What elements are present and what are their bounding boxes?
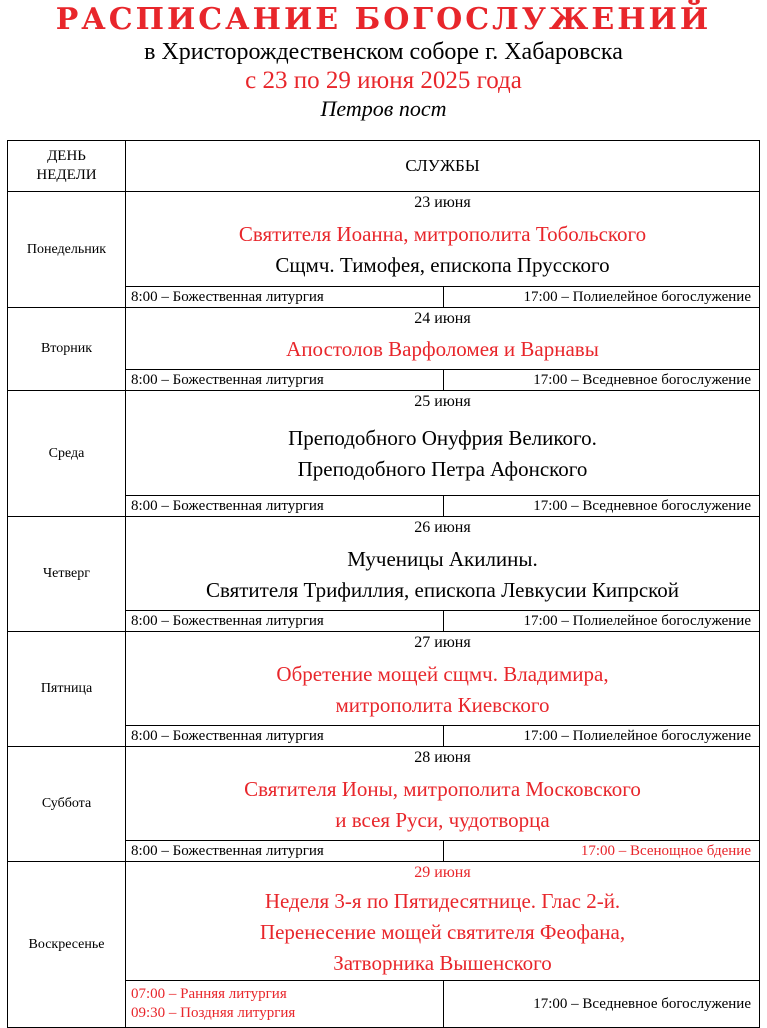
morning-services (126, 370, 444, 390)
feast-list (126, 330, 759, 369)
table-header-row (8, 141, 760, 192)
day-of-week: Вторник (8, 308, 126, 391)
column-header-services: СЛУЖБЫ (126, 141, 760, 192)
services-cell-inner (126, 747, 759, 861)
services-cell (126, 517, 760, 632)
evening-service: 17:00 – Всенощное бдение (580, 843, 751, 859)
feast-title: Затворника Вышенского (333, 950, 552, 975)
morning-service: 8:00 – Божественная литургия (131, 843, 324, 859)
services-cell (126, 391, 760, 517)
table-row (8, 192, 760, 308)
day-of-week: Понедельник (8, 192, 126, 308)
service-date: 29 июня (414, 864, 471, 881)
day-of-week: Четверг (8, 517, 126, 632)
feast-title: Святителя Трифиллия, епископа Левкусии Кипрской (205, 577, 680, 602)
fast-period: Петров пост (320, 96, 447, 121)
services-cell-inner (126, 632, 759, 746)
feast-title: Сщмч. Тимофея, епископа Прусского (275, 253, 610, 277)
morning-services (126, 496, 444, 516)
service-times-row (126, 840, 759, 861)
service-times-row (126, 495, 759, 516)
evening-service: 17:00 – Вседневное богослужение (533, 996, 751, 1012)
feast-title: Неделя 3-я по Пятидесятнице. Глас 2-й. (264, 888, 621, 913)
feast-title: и всея Руси, чудотворца (335, 807, 550, 832)
service-times-row (126, 725, 759, 746)
evening-service: 17:00 – Вседневное богослужение (533, 498, 751, 514)
services-cell-inner (126, 391, 759, 516)
services-cell-inner (126, 517, 759, 631)
feast-title: Святителя Иоанна, митрополита Тобольского (238, 222, 647, 246)
column-header-day (8, 141, 126, 192)
page-title: РАСПИСАНИЕ БОГОСЛУЖЕНИЙ (55, 2, 712, 37)
services-cell (126, 747, 760, 862)
services-cell-inner (126, 308, 759, 390)
day-of-week: Суббота (8, 747, 126, 862)
column-header-day-line: НЕДЕЛИ (36, 167, 97, 183)
table-row (8, 747, 760, 862)
morning-service: 8:00 – Божественная литургия (131, 613, 324, 629)
services-cell-inner (126, 192, 759, 307)
morning-service: 8:00 – Божественная литургия (131, 372, 324, 388)
day-of-week: Пятница (8, 632, 126, 747)
feast-list (126, 884, 759, 980)
morning-service: 8:00 – Божественная литургия (131, 289, 324, 305)
feast-title: Мученицы Акилины. (347, 546, 538, 571)
service-times-row (126, 980, 759, 1027)
cathedral-subtitle: в Христорождественском соборе г. Хабаровска (144, 39, 623, 65)
feast-title: митрополита Киевского (335, 692, 550, 717)
feast-title: Преподобного Петра Афонского (297, 457, 588, 481)
table-row (8, 632, 760, 747)
day-of-week: Среда (8, 391, 126, 517)
services-cell (126, 192, 760, 308)
morning-services (126, 611, 444, 631)
service-date: 27 июня (414, 634, 471, 651)
feast-title: Перенесение мощей святителя Феофана, (259, 919, 626, 944)
evening-service: 17:00 – Полиелейное богослужение (523, 289, 751, 305)
day-of-week: Воскресенье (8, 862, 126, 1028)
services-cell (126, 632, 760, 747)
morning-services (126, 841, 444, 861)
morning-services (126, 287, 444, 307)
evening-service: 17:00 – Вседневное богослужение (533, 372, 751, 388)
service-times-row (126, 610, 759, 631)
service-date: 26 июня (414, 519, 471, 536)
morning-service: 8:00 – Божественная литургия (131, 498, 324, 514)
schedule-header (0, 2, 767, 122)
morning-services (126, 981, 444, 1027)
evening-service: 17:00 – Полиелейное богослужение (523, 613, 751, 629)
morning-service: 8:00 – Божественная литургия (131, 728, 324, 744)
service-date: 25 июня (414, 393, 471, 410)
table-row (8, 308, 760, 391)
service-date: 24 июня (414, 310, 471, 327)
column-header-day-line: ДЕНЬ (47, 148, 86, 164)
feast-title: Преподобного Онуфрия Великого. (288, 426, 597, 450)
table-row (8, 862, 760, 1028)
morning-services (126, 726, 444, 746)
evening-service: 17:00 – Полиелейное богослужение (523, 728, 751, 744)
table-row (8, 391, 760, 517)
feast-list (126, 214, 759, 286)
morning-service: 07:00 – Ранняя литургия (131, 986, 287, 1002)
feast-title: Обретение мощей сщмч. Владимира, (276, 661, 609, 686)
service-times-row (126, 286, 759, 307)
services-cell (126, 862, 760, 1028)
service-date: 23 июня (414, 194, 471, 211)
feast-title: Святителя Ионы, митрополита Московского (244, 776, 641, 801)
feast-list (126, 769, 759, 840)
feast-title: Апостолов Варфоломея и Варнавы (286, 337, 599, 361)
feast-list (126, 654, 759, 725)
schedule-table (7, 140, 760, 1028)
morning-service: 09:30 – Поздняя литургия (131, 1005, 296, 1021)
table-row (8, 517, 760, 632)
feast-list (126, 413, 759, 495)
services-cell-inner (126, 862, 759, 1027)
service-times-row (126, 369, 759, 390)
service-date: 28 июня (414, 749, 471, 766)
feast-list (126, 539, 759, 610)
services-cell (126, 308, 760, 391)
date-range: с 23 по 29 июня 2025 года (245, 67, 522, 94)
